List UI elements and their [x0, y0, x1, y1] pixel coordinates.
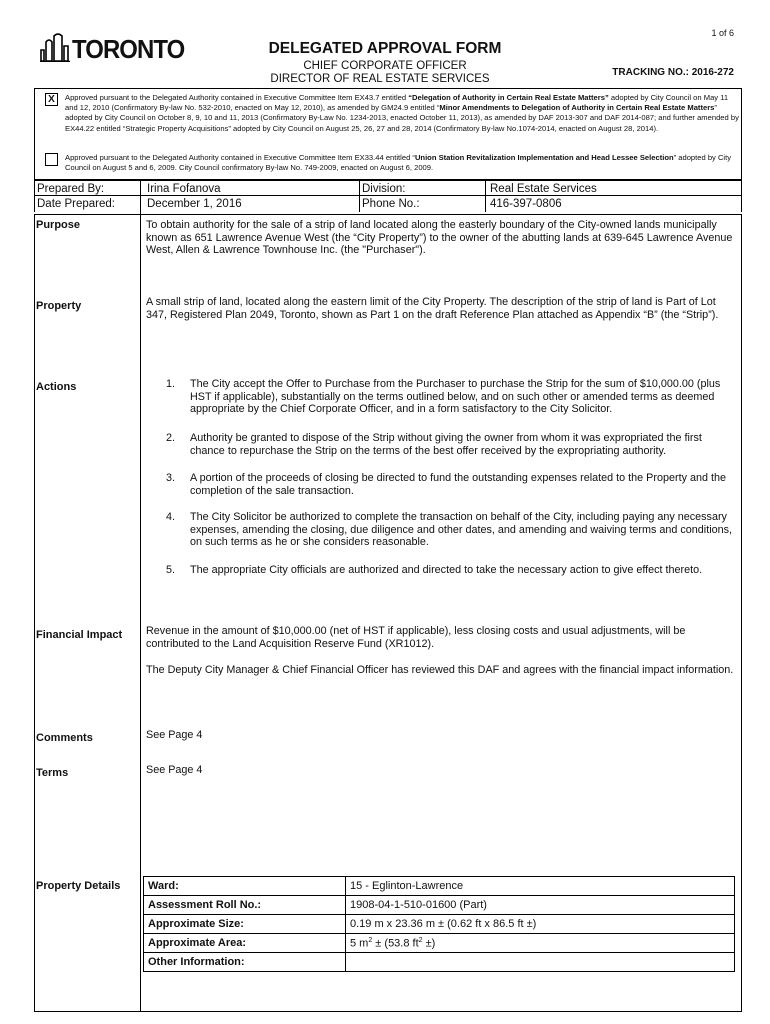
- action-item: Authority be granted to dispose of the Strip without giving the owner from whom it was expropriated the first chance to repurchase the Strip on the terms of the best offer received by the expropriating authority.: [190, 432, 702, 457]
- table-row: [144, 953, 735, 972]
- tracking-number: TRACKING NO.: 2016-272: [612, 67, 734, 78]
- approx-area-value: 5 $m^2 \pm (53.8$ $ft^2$ ±): [346, 934, 735, 953]
- authority-checkbox-2[interactable]: [45, 153, 58, 166]
- ward-value: 15 - Eglinton-Lawrence: [346, 877, 735, 896]
- officer-line-1: CHIEF CORPORATE OFFICER: [303, 60, 467, 72]
- financial-text-2: The Deputy City Manager & Chief Financial Officer has reviewed this DAF and agrees with the financial impact information.: [146, 664, 734, 676]
- division-label: Division:: [359, 181, 485, 197]
- comments-text: See Page 4: [146, 729, 203, 741]
- action-number: 1.: [166, 378, 176, 390]
- prepared-by-value: Irina Fofanova: [147, 183, 221, 195]
- action-item: The City Solicitor be authorized to complete the transaction on behalf of the City, including paying any necessary expenses, amending the closing, due diligence and other dates, and amending and waiving terms and conditions, on such terms as he or she considers reasonable.: [190, 511, 733, 548]
- approx-size-label: Approximate Size:: [144, 915, 346, 934]
- table-row: [144, 934, 735, 953]
- table-row: [144, 915, 735, 934]
- page-number: 1 of 6: [711, 28, 734, 38]
- action-number: 2.: [166, 432, 176, 444]
- table-row: [144, 896, 735, 915]
- date-label: Date Prepared:: [37, 198, 115, 210]
- column-divider: [140, 180, 141, 1012]
- action-item: The City accept the Offer to Purchase from the Purchaser to purchase the Strip for the sum of $10,000.00 (plus HST if applicable), substantially on the terms outlined below, and on such other or amended terms as deemed appropriate by the Chief Corporate Officer, and in a form satisfactory to the City Solicitor.: [190, 378, 721, 415]
- action-number: 3.: [166, 472, 176, 484]
- property-text: A small strip of land, located along the eastern limit of the City Property. The description of the strip of land is Part of Lot 347, Registered Plan 2049, Toronto, shown as Part 1 on the draft Reference Plan attached as Appendix “B” (the “Strip”).: [146, 296, 719, 321]
- approx-size-value: 0.19 m x 23.36 m ± (0.62 ft x 86.5 ft ±): [346, 915, 735, 934]
- phone-label: Phone No.:: [359, 196, 485, 212]
- date-value: December 1, 2016: [147, 198, 242, 210]
- phone-value: 416-397-0806: [485, 196, 743, 212]
- authority-option-1: [45, 93, 739, 134]
- table-row: [144, 877, 735, 896]
- property-details-label: Property Details: [36, 880, 121, 892]
- assessment-roll-value: 1908-04-1-510-01600 (Part): [346, 896, 735, 915]
- actions-label: Actions: [36, 381, 77, 393]
- assessment-roll-label: Assessment Roll No.:: [144, 896, 346, 915]
- division-value: Real Estate Services: [485, 181, 743, 197]
- authority-text-1: Approved pursuant to the Delegated Authority contained in Executive Committee Item EX43.7 entitled “Delegation of Authority in Certain Real Estate Matters” adopted by City Council on May 11 and 12, 2010 (Confirmatory By-law No. 532-2010, enacted on May 12, 2010), as amended by GM24.9 entitled “Minor Amendments to Delegation of Authority in Certain Real Estate Matters” adopted by City Council on October 8, 9, 10 and 11, 2013 (Confirmatory By-Law No. 1234-2013, enacted October 11, 2013), as amended by DAF 2013-307 and DAF 2014-087; and further amended by EX44.22 entitled “Strategic Property Acquisitions” adopted by City Council on August 25, 26, 27 and 28, 2014 (Confirmatory By-law No.1074-2014, enacted on August 28, 2014).: [65, 93, 739, 133]
- terms-text: See Page 4: [146, 764, 203, 776]
- purpose-label: Purpose: [36, 219, 81, 231]
- financial-text-1: Revenue in the amount of $10,000.00 (net of HST if applicable), less closing costs and usual adjustments, will be contributed to the Land Acquisition Reserve Fund (XR1012).: [146, 625, 686, 650]
- authority-checkbox-1[interactable]: X: [45, 93, 58, 106]
- logo-text: TORONTO: [72, 34, 185, 64]
- purpose-text: To obtain authority for the sale of a strip of land located along the easterly boundary of the City-owned lands municipally known as 651 Lawrence Avenue West (the “City Property”) to the owner of the abutting lands at 639-645 Lawrence Avenue West, Allen & Lawrence Townhouse Inc. (the "Purchaser").: [146, 219, 733, 256]
- authority-option-2: [45, 153, 739, 173]
- authority-text-2: Approved pursuant to the Delegated Authority contained in Executive Committee Item EX33.44 entitled “Union Station Revitalization Implementation and Head Lessee Selection” adopted by City Council on August 5 and 6, 2009. City Council confirmatory By-law No. 749-2009, enacted on August 6, 2009.: [65, 153, 732, 173]
- action-item: A portion of the proceeds of closing be directed to fund the outstanding expenses related to the Property and the completion of the sale transaction.: [190, 472, 727, 497]
- terms-label: Terms: [36, 767, 69, 779]
- ward-label: Ward:: [144, 877, 346, 896]
- comments-label: Comments: [36, 732, 93, 744]
- financial-label: Financial Impact: [36, 629, 123, 641]
- officer-line-2: DIRECTOR OF REAL ESTATE SERVICES: [270, 73, 490, 85]
- other-info-value: [346, 953, 735, 972]
- property-details-table: [143, 876, 735, 972]
- form-title: DELEGATED APPROVAL FORM: [268, 40, 502, 57]
- action-number: 5.: [166, 564, 176, 576]
- approx-area-label: Approximate Area:: [144, 934, 346, 953]
- action-item: The appropriate City officials are authorized and directed to take the necessary action to give effect thereto.: [190, 564, 703, 576]
- property-label: Property: [36, 300, 82, 312]
- authority-box: [34, 88, 742, 180]
- action-number: 4.: [166, 511, 176, 523]
- prepared-by-label: Prepared By:: [37, 183, 105, 195]
- other-info-label: Other Information:: [144, 953, 346, 972]
